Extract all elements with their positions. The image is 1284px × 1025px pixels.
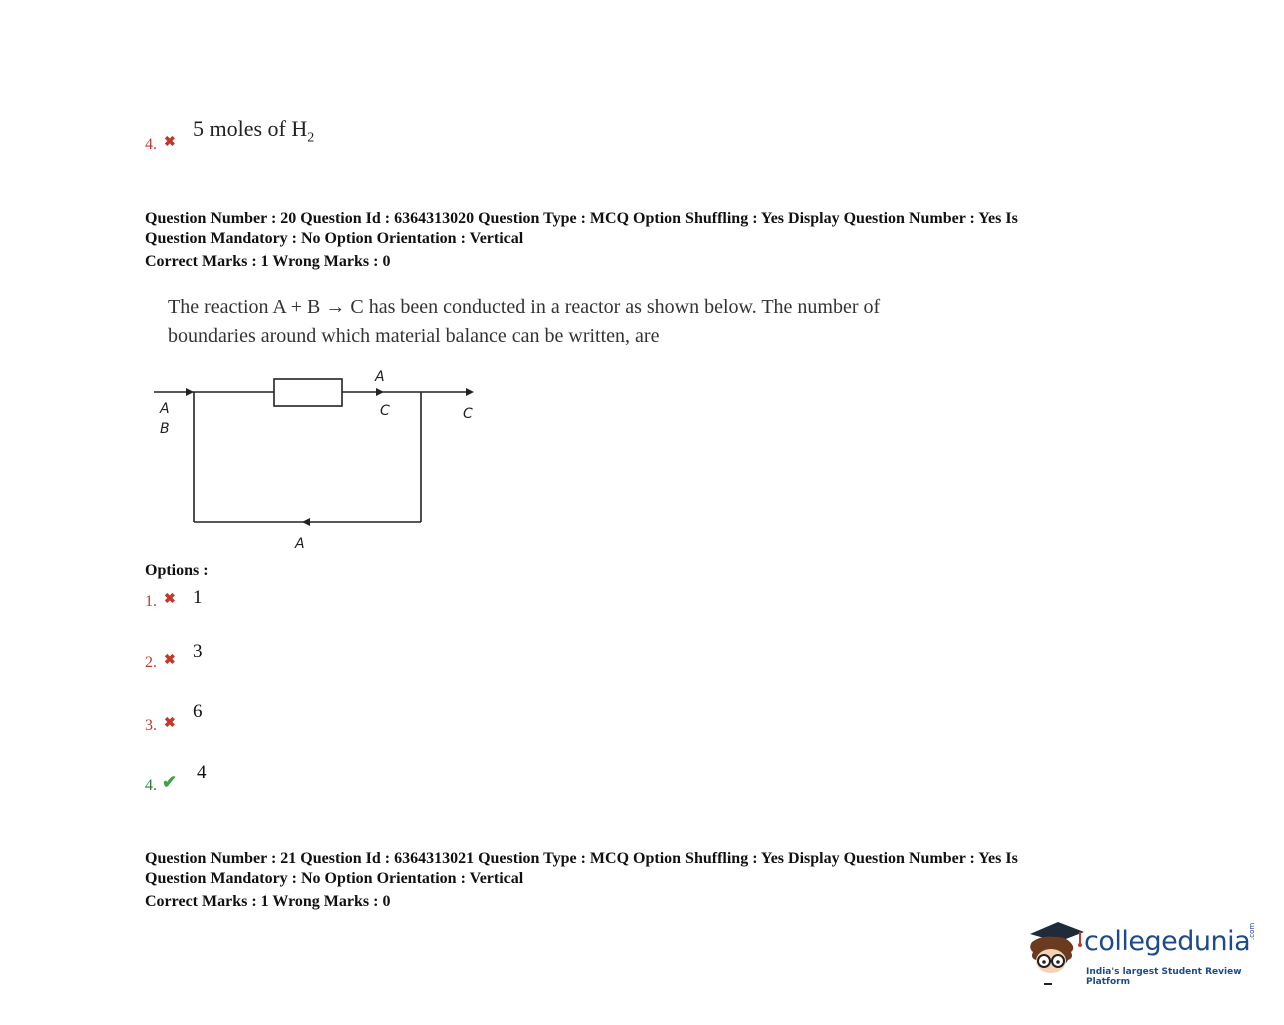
- option-number: 1.: [145, 593, 157, 610]
- brand-suffix: .com: [1248, 922, 1256, 940]
- question-marks: Correct Marks : 1 Wrong Marks : 0: [145, 893, 391, 910]
- option-value: 1: [193, 587, 203, 608]
- brand-tagline: India's largest Student Review Platform: [1086, 967, 1242, 987]
- mid-arrow: [376, 388, 384, 396]
- mascot-icon: [1024, 918, 1086, 986]
- outlet-arrow: [466, 388, 474, 396]
- question-meta-line: Question Mandatory : No Option Orientation : Vertical: [145, 870, 524, 887]
- question-text: [168, 293, 880, 351]
- option-number: 3.: [145, 717, 157, 734]
- question-text-line: boundaries around which material balance can be written, are: [168, 325, 660, 347]
- option-text-subscript: 2: [307, 130, 315, 146]
- option-text-main: 5 moles of H: [193, 116, 308, 141]
- brand-logo: [1024, 918, 1264, 988]
- feed-arrow: [186, 388, 194, 396]
- cross-icon: ✖: [164, 653, 176, 668]
- question-meta: [145, 849, 1018, 889]
- reactor-diagram: [140, 362, 500, 557]
- check-icon: ✔: [162, 772, 178, 792]
- label-a-mid: A: [375, 369, 385, 385]
- option-value: 3: [193, 641, 203, 662]
- label-c-mid: C: [380, 403, 390, 419]
- question-meta-line: Question Number : 21 Question Id : 6364313021 Question Type : MCQ Option Shuffling : Yes Display Question Number : Yes Is: [145, 850, 1018, 867]
- label-b-in: B: [160, 421, 170, 437]
- question-marks: Correct Marks : 1 Wrong Marks : 0: [145, 253, 391, 270]
- label-a-recycle: A: [295, 536, 305, 552]
- option-value: 6: [193, 701, 203, 722]
- label-a-in: A: [160, 401, 170, 417]
- question-text-line: The reaction A + B → C has been conducted in a reactor as shown below. The number of: [168, 296, 881, 318]
- cross-icon: ✖: [164, 716, 176, 731]
- option-value: 4: [197, 762, 207, 783]
- cross-icon: ✖: [164, 135, 176, 150]
- cross-icon: ✖: [164, 592, 176, 607]
- label-c-out: C: [463, 406, 473, 422]
- recycle-arrow: [302, 518, 310, 526]
- options-label: Options :: [145, 562, 209, 579]
- question-meta-line: Question Number : 20 Question Id : 6364313020 Question Type : MCQ Option Shuffling : Yes Display Question Number : Yes Is: [145, 210, 1018, 227]
- option-number: 2.: [145, 654, 157, 671]
- reactor-box: [274, 379, 342, 406]
- option-text: [193, 116, 314, 146]
- question-meta: [145, 209, 1018, 249]
- brand-name: collegedunia: [1084, 926, 1251, 957]
- option-number: 4.: [145, 777, 157, 794]
- question-meta-line: Question Mandatory : No Option Orientation : Vertical: [145, 230, 524, 247]
- option-number: 4.: [145, 136, 157, 153]
